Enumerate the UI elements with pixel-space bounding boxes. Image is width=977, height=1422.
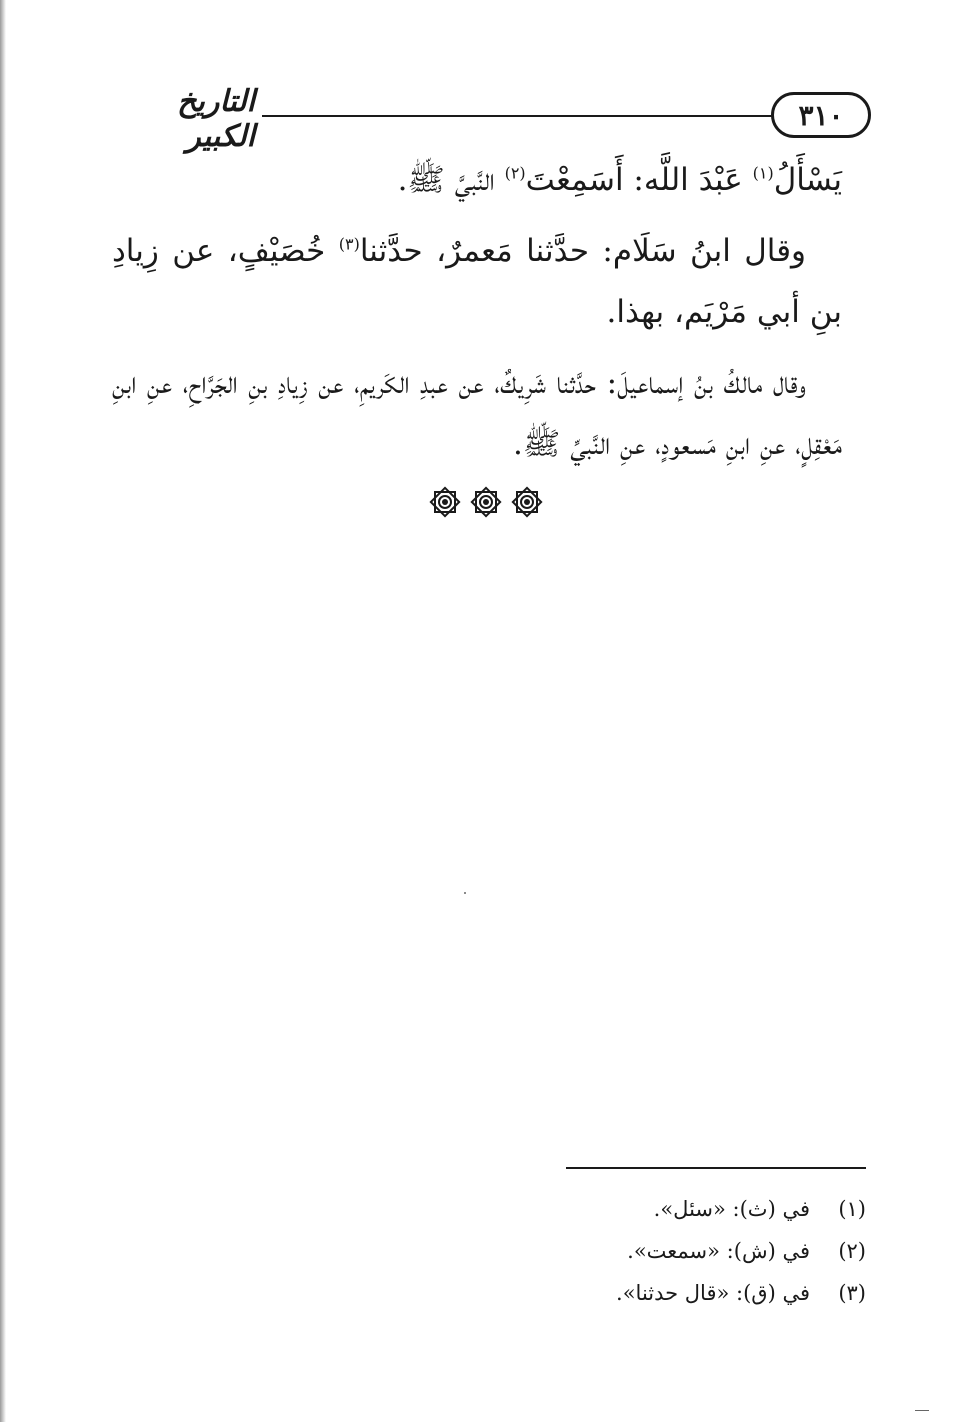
running-title: التاريخ الكبير: [177, 84, 255, 154]
footnote-2: [400, 1230, 866, 1272]
paragraph-1-start: يَسْأَلُ: [773, 162, 842, 198]
footnote-text: في (ق): «قال حدثنا».: [616, 1281, 810, 1305]
footnote-ref-2[interactable]: (٢): [504, 163, 526, 183]
paragraph-2-start: وقال ابنُ سَلَام: حدَّثنا مَعمرٌ، حدَّثنا: [359, 233, 806, 269]
paragraph-3: وقال مالكُ بنُ إسماعيلَ: حدَّثنا شَرِيكٌ، عن عبدِ الكَريمِ، عن زِيادِ بنِ الجَرَّاحِ، عنِ ابنِ مَعْقِلٍ، عنِ ابنِ مَسعودٍ، عنِ النَّبيِّ ﷺ.: [112, 365, 842, 462]
footnote-number: (٢): [838, 1239, 866, 1263]
paragraph-2: [112, 221, 842, 343]
scan-edge-shadow: [0, 0, 6, 1422]
footnote-number: (٣): [838, 1281, 866, 1305]
page-number-badge: [771, 92, 871, 138]
main-text: [112, 150, 842, 475]
footnote-1: [400, 1188, 866, 1230]
paragraph-1-end: النَّبيَّ ﷺ.: [397, 162, 505, 198]
footnote-number: (١): [838, 1197, 866, 1221]
paragraph-1: [112, 150, 842, 211]
star-flower-icon: [510, 485, 544, 519]
page-number: ٣١٠: [798, 98, 844, 132]
footnote-text: في (ش): «سمعت».: [627, 1239, 810, 1263]
section-divider-ornament: [428, 484, 544, 520]
footnote-text: في (ث): «سئل».: [653, 1197, 810, 1221]
footnote-3: [400, 1272, 866, 1314]
star-flower-icon: [428, 485, 462, 519]
scan-speck: [915, 1410, 929, 1411]
footnote-ref-3[interactable]: (٣): [338, 234, 360, 254]
header-rule: [262, 115, 774, 117]
scan-speck: [464, 892, 466, 894]
paragraph-2-end: خُصَيْفٍ، عن زِيادِ بنِ أبي مَرْيَم، بهذا.: [112, 233, 842, 330]
footnote-ref-1[interactable]: (١): [752, 163, 774, 183]
star-flower-icon: [469, 485, 503, 519]
footnote-separator: [566, 1167, 866, 1169]
footnotes: [400, 1188, 866, 1314]
paragraph-1-middle: عَبْدَ اللَّه: أَسَمِعْتَ: [525, 162, 753, 198]
